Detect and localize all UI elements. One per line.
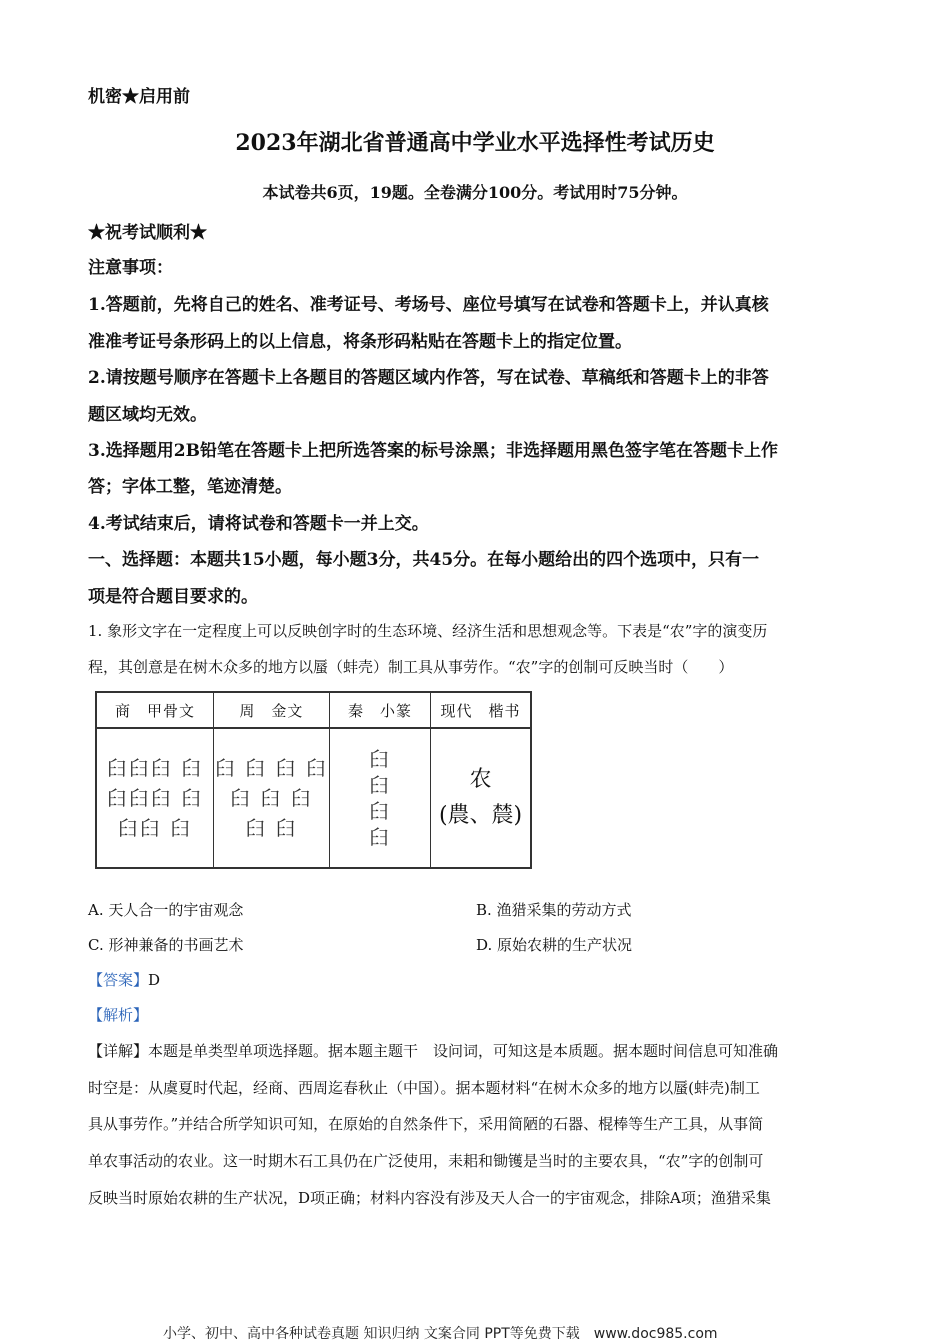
confidential-label: 机密★启用前: [88, 87, 190, 107]
note-2-line-2: 题区域均无效。: [88, 405, 207, 425]
header-regular-script: 现代 楷书: [431, 692, 531, 728]
oracle-row-1: 𦥑𦥑𦥑 𦥑: [106, 756, 204, 780]
detail-label: 【详解】: [88, 1042, 149, 1060]
notes-title: 注意事项：: [88, 258, 173, 278]
question-1-stem-line-2: 程，其创意是在树木众多的地方以蜃（蚌壳）制工具从事劳作。“农”字的创制可反映当时（ ）: [88, 658, 734, 676]
exam-info: 本试卷共6页，19题。全卷满分100分。考试用时75分钟。: [262, 183, 688, 202]
seal-glyphs: [329, 728, 430, 868]
note-1-line-1: 1.答题前，先将自己的姓名、准考证号、考场号、座位号填写在试卷和答题卡上，并认真核: [88, 295, 769, 315]
header-small-seal: 秦 小篆: [329, 692, 430, 728]
modern-glyphs: [431, 728, 531, 868]
question-1-stem-line-1: 1. 象形文字在一定程度上可以反映创字时的生态环境、经济生活和思想观念等。下表是“农”字的演变历: [88, 622, 768, 640]
note-4: 4.考试结束后，请将试卷和答题卡一并上交。: [88, 514, 429, 534]
oracle-row-3: 𦥑𦥑 𦥑: [117, 816, 193, 840]
note-3-line-1: 3.选择题用2B铅笔在答题卡上把所选答案的标号涂黑；非选择题用黑色签字笔在答题卡上作: [88, 441, 778, 461]
bronze-glyphs: [213, 728, 329, 868]
answer-row: [88, 969, 160, 990]
seal-row-3: 𦥑: [368, 799, 391, 823]
detail-line-2: 时空是：从虞夏时代起，经商、西周迄春秋止（中国）。据本题材料“在树木众多的地方以蜃(蚌壳)制工: [88, 1079, 760, 1097]
bronze-row-3: 𦥑 𦥑: [245, 816, 298, 840]
detail-line-3: 具从事劳作。”并结合所学知识可知，在原始的自然条件下，采用简陋的石器、棍棒等生产工具，从事简: [88, 1115, 764, 1133]
analysis-label: 【解析】: [88, 1006, 149, 1024]
bronze-row-2: 𦥑 𦥑 𦥑: [230, 786, 313, 810]
footer-ad-text: 小学、初中、高中各种试卷真题 知识归纳 文案合同 PPT等免费下载 www.doc985.com: [163, 1326, 718, 1342]
note-1-line-2: 准准考证号条形码上的以上信息，将条形码粘贴在答题卡上的指定位置。: [88, 332, 632, 352]
detail-line-4: 单农事活动的农业。这一时期木石工具仍在广泛使用，耒耜和锄镬是当时的主要农具，“农”字的创制可: [88, 1152, 764, 1170]
good-luck-wish: ★祝考试顺利★: [88, 223, 207, 243]
option-a: A. 天人合一的宇宙观念: [88, 901, 244, 919]
seal-row-4: 𦥑: [368, 825, 391, 849]
option-b: B. 渔猎采集的劳动方式: [476, 901, 632, 919]
note-3-line-2: 答；字体工整，笔迹清楚。: [88, 477, 292, 497]
seal-row-1: 𦥑: [368, 747, 391, 771]
detail-line-5: 反映当时原始农耕的生产状况，D项正确；材料内容没有涉及天人合一的宇宙观念，排除A项；渔猎采集: [88, 1189, 771, 1207]
bronze-row-1: 𦥑 𦥑 𦥑 𦥑: [214, 756, 328, 780]
header-oracle-bone: 商 甲骨文: [96, 692, 213, 728]
section-heading-line-2: 项是符合题目要求的。: [88, 587, 258, 607]
detail-line-1: [88, 1040, 778, 1061]
section-heading-line-1: 一、选择题：本题共15小题，每小题3分，共45分。在每小题给出的四个选项中，只有一: [88, 550, 760, 570]
modern-character: 农: [469, 767, 492, 792]
detail-text-1: 本题是单类型单项选择题。据本题主题干 设问词，可知这是本质题。据本题时间信息可知准确: [148, 1042, 779, 1060]
option-d: D. 原始农耕的生产状况: [476, 936, 633, 954]
note-2-line-1: 2.请按题号顺序在答题卡上各题目的答题区域内作答，写在试卷、草稿纸和答题卡上的非答: [88, 368, 769, 388]
answer-value: D: [148, 971, 161, 989]
option-c: C. 形神兼备的书画艺术: [88, 936, 244, 954]
character-evolution-table: [95, 691, 532, 869]
seal-row-2: 𦥑: [368, 773, 391, 797]
header-bronze: 周 金文: [213, 692, 329, 728]
modern-variants: (農、辳): [438, 803, 523, 828]
answer-label: 【答案】: [88, 971, 149, 989]
oracle-row-2: 𦥑𦥑𦥑 𦥑: [106, 786, 204, 810]
page-title: 2023年湖北省普通高中学业水平选择性考试历史: [235, 130, 715, 156]
oracle-bone-glyphs: [96, 728, 213, 868]
